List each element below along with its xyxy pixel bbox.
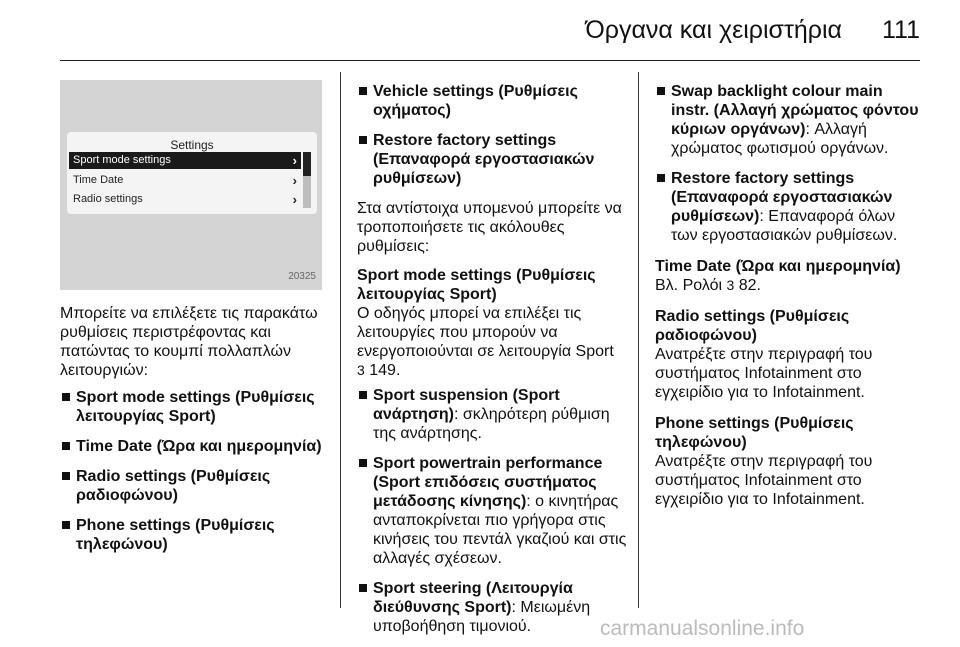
list-item: Phone settings (Ρυθμίσεις τηλεφώνου) xyxy=(60,516,322,554)
paragraph: Στα αντίστοιχα υπομενού μπορείτε να τροποποιήσετε τις ακόλουθες ρυθμίσεις: xyxy=(357,200,622,255)
intro-text: Μπορείτε να επιλέξετε τις παρακάτω ρυθμίσεις περιστρέφοντας και πατώντας το κουμπί πολλαπλών λειτουργιών: xyxy=(60,305,318,379)
column-1 xyxy=(60,80,322,565)
section-heading: Phone settings (Ρυθμίσεις τηλεφώνου) xyxy=(655,415,854,451)
menu-item-label: Radio settings xyxy=(73,193,143,205)
list-item: Sport mode settings (Ρυθμίσεις λειτουργίας Sport) xyxy=(60,388,322,426)
list-item: Restore factory settings (Επαναφορά εργοστασιακών ρυθμίσεων) xyxy=(357,131,630,188)
column-2 xyxy=(357,82,630,647)
chevron-right-icon: › xyxy=(292,173,297,188)
section-heading: Sport mode settings (Ρυθμίσεις λειτουργίας Sport) xyxy=(357,267,596,303)
bullet-icon xyxy=(359,87,367,95)
page-header xyxy=(0,0,960,62)
watermark: carmanualsonline.info xyxy=(600,617,805,640)
chevron-right-icon: › xyxy=(292,153,297,168)
bullet-icon xyxy=(657,87,665,95)
section-heading: Time Date (Ώρα και ημερομηνία) xyxy=(655,258,901,275)
list-item: Swap backlight colour main instr. (Αλλαγή χρώματος φόντου κύριων οργάνων): Αλλαγή χρώματος φωτισμού οργάνων. xyxy=(655,82,925,158)
page-reference[interactable]: 149. xyxy=(369,362,401,379)
column-3 xyxy=(655,82,925,517)
bullet-icon xyxy=(62,521,70,529)
list-item: Radio settings (Ρυθμίσεις ραδιοφώνου) xyxy=(60,467,322,505)
list-item: Restore factory settings (Επαναφορά εργοστασιακών ρυθμίσεων): Επαναφορά όλων των εργοστασιακών ρυθμίσεων. xyxy=(655,169,925,245)
bullet-icon xyxy=(359,136,367,144)
bullet-icon xyxy=(657,174,665,182)
scrollbar-thumb xyxy=(303,152,311,176)
list-item: Sport powertrain performance (Sport επιδόσεις συστήματος μετάδοσης κίνησης): ο κινητήρας ανταποκρίνεται πιο γρήγορα στις κινήσεις του πεντάλ γκαζιού και στις αλλαγές σχέσεων. xyxy=(357,454,630,568)
menu-item-label: Time Date xyxy=(73,174,124,186)
menu-item-sport-mode xyxy=(69,152,301,169)
paragraph: Ο οδηγός μπορεί να επιλέξει τις λειτουργίες που μπορούν να ενεργοποιούνται σε λειτουργία Sport 3 149. xyxy=(357,305,614,379)
page-number: 111 xyxy=(881,16,920,44)
bullet-icon xyxy=(359,459,367,467)
bullet-icon xyxy=(62,393,70,401)
paragraph: Βλ. Ρολόι 3 82. xyxy=(655,277,761,294)
settings-panel xyxy=(67,132,317,214)
list-item: Time Date (Ώρα και ημερομηνία) xyxy=(60,437,322,456)
column-divider xyxy=(638,72,639,608)
page-reference[interactable]: 82. xyxy=(738,277,761,294)
list-item: Vehicle settings (Ρυθμίσεις οχήματος) xyxy=(357,82,630,120)
settings-title: Settings xyxy=(170,138,214,152)
bullet-icon xyxy=(359,584,367,592)
bullet-icon xyxy=(62,442,70,450)
bullet-icon xyxy=(62,472,70,480)
column-divider xyxy=(340,72,341,608)
paragraph: Ανατρέξτε στην περιγραφή του συστήματος Infotainment στο εγχειρίδιο για το Infotainment. xyxy=(655,453,873,508)
figure-number: 20325 xyxy=(288,271,316,282)
list-item: Sport steering (Λειτουργία διεύθυνσης Sport): Μειωμένη υποβοήθηση τιμονιού. xyxy=(357,579,630,636)
paragraph: Ανατρέξτε στην περιγραφή του συστήματος Infotainment στο εγχειρίδιο για το Infotainment. xyxy=(655,346,873,401)
scrollbar xyxy=(303,152,311,208)
section-title: Όργανα και χειριστήρια xyxy=(585,16,842,44)
header-rule xyxy=(60,60,920,61)
chevron-right-icon: › xyxy=(292,192,297,207)
menu-item-time-date xyxy=(69,172,301,189)
menu-item-radio-settings xyxy=(69,191,301,208)
bullet-icon xyxy=(359,391,367,399)
menu-item-label: Sport mode settings xyxy=(73,154,171,166)
reference-arrow-icon: 3 xyxy=(357,362,365,378)
settings-screen-figure xyxy=(60,80,322,290)
section-heading: Radio settings (Ρυθμίσεις ραδιοφώνου) xyxy=(655,308,850,344)
reference-arrow-icon: 3 xyxy=(726,277,735,293)
list-item: Sport suspension (Sport ανάρτηση): σκληρότερη ρύθμιση της ανάρτησης. xyxy=(357,386,630,443)
